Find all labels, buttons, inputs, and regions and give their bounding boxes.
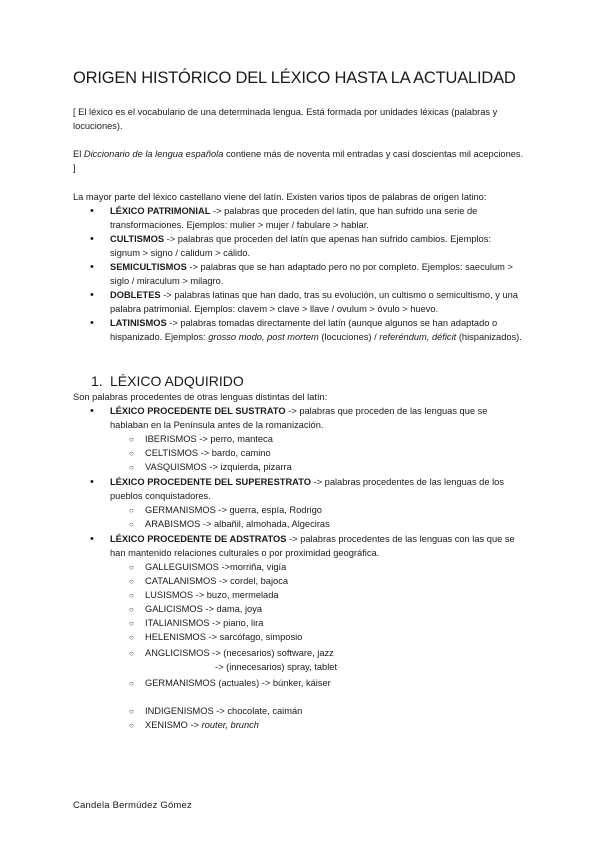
page-title: ORIGEN HISTÓRICO DEL LÉXICO HASTA LA ACTUALIDAD <box>73 69 516 87</box>
list-item: LATINISMOS -> palabras tomadas directamente del latín (aunque algunos se han adaptado o hispanizado. Ejemplos: grosso modo, post mortem (locuciones) / referéndum, déficit (hispanizados). <box>110 318 522 342</box>
sub-list-item: INDIGENISMOS -> chocolate, caimán <box>145 706 303 716</box>
circle-bullet-icon <box>129 432 134 447</box>
section-intro: Son palabras procedentes de otras lenguas distintas del latín: <box>73 392 328 402</box>
circle-bullet-icon <box>129 503 134 518</box>
sub-list-item: XENISMO -> router, brunch <box>145 720 259 730</box>
intro-paragraph-2: El Diccionario de la lengua española contiene más de noventa mil entradas y casi doscientas mil acepciones. ] <box>73 149 524 173</box>
list-item: LÉXICO PROCEDENTE DE ADSTRATOS -> palabras procedentes de las lenguas con las que se han mantenido relaciones culturales o por proximidad geográfica. <box>110 534 515 558</box>
circle-bullet-icon <box>129 446 134 461</box>
list-item: LÉXICO PROCEDENTE DEL SUSTRATO -> palabras que proceden de las lenguas que se hablaban en la Península antes de la romanización. <box>110 406 488 430</box>
circle-bullet-icon <box>129 588 134 603</box>
circle-bullet-icon <box>129 602 134 617</box>
bullet-icon <box>90 532 97 546</box>
bullet-icon <box>90 288 97 302</box>
circle-bullet-icon <box>129 616 134 631</box>
list-item: SEMICULTISMOS -> palabras que se han adaptado pero no por completo. Ejemplos: saeculum > siglo / miraculum > milagro. <box>110 262 513 286</box>
sub-list-item: GALLEGUISMOS ->morriña, vigía <box>145 562 287 572</box>
sub-list-item: HELENISMOS -> sarcófago, simposio <box>145 632 303 642</box>
list-item: LÉXICO PATRIMONIAL -> palabras que proceden del latín, que han sufrido una serie de transformaciones. Ejemplos: mulier > mujer / fabulare > hablar. <box>110 206 478 230</box>
circle-bullet-icon <box>129 517 134 532</box>
intro-paragraph-3: La mayor parte del léxico castellano viene del latín. Existen varios tipos de palabras de origen latino: <box>73 192 487 202</box>
section-heading: LÉXICO ADQUIRIDO <box>110 373 244 389</box>
sub-list-item: LUSISMOS -> buzo, mermelada <box>145 590 279 600</box>
sub-list-item: IBERISMOS -> perro, manteca <box>145 434 273 444</box>
sub-list-item: ARABISMOS -> albañil, almohada, Algeciras <box>145 519 330 529</box>
bullet-icon <box>90 404 97 418</box>
sub-list-item: GERMANISMOS (actuales) -> búnker, káiser <box>145 678 331 688</box>
sub-list-item-continuation: -> (innecesarios) spray, tablet <box>215 662 338 672</box>
section-number: 1. <box>91 373 103 389</box>
list-item: LÉXICO PROCEDENTE DEL SUPERESTRATO -> palabras procedentes de las lenguas de los pueblos conquistadores. <box>110 477 504 501</box>
sub-list-item: GERMANISMOS -> guerra, espía, Rodrigo <box>145 505 322 515</box>
sub-list-item: ITALIANISMOS -> piano, lira <box>145 618 264 628</box>
sub-list-item: CELTISMOS -> bardo, camino <box>145 448 271 458</box>
bullet-icon <box>90 475 97 489</box>
circle-bullet-icon <box>129 676 134 691</box>
bullet-icon <box>90 232 97 246</box>
footer-author: Candela Bermúdez Gómez <box>73 800 192 811</box>
list-item: CULTISMOS -> palabras que proceden del latín que apenas han sufrido cambios. Ejemplos: signum > signo / calidum > cálido. <box>110 234 491 258</box>
list-item: DOBLETES -> palabras latinas que han dado, tras su evolución, un cultismo o semicultismo, y una palabra patrimonial. Ejemplos: clavem > clave > llave / ovulum > óvulo > huevo. <box>110 290 518 314</box>
circle-bullet-icon <box>129 718 134 733</box>
sub-list-item: ANGLICISMOS -> (necesarios) software, jazz <box>145 648 334 658</box>
bullet-icon <box>90 204 97 218</box>
circle-bullet-icon <box>129 630 134 645</box>
bullet-icon <box>90 316 97 330</box>
sub-list-item: VASQUISMOS -> izquierda, pizarra <box>145 462 292 472</box>
circle-bullet-icon <box>129 646 134 661</box>
sub-list-item: CATALANISMOS -> cordel, bajoca <box>145 576 289 586</box>
intro-paragraph-1: [ El léxico es el vocabulario de una determinada lengua. Está formada por unidades léxicas (palabras y locuciones). <box>73 107 498 131</box>
bullet-icon <box>90 260 97 274</box>
circle-bullet-icon <box>129 574 134 589</box>
circle-bullet-icon <box>129 560 134 575</box>
circle-bullet-icon <box>129 704 134 719</box>
circle-bullet-icon <box>129 460 134 475</box>
sub-list-item: GALICISMOS -> dama, joya <box>145 604 263 614</box>
